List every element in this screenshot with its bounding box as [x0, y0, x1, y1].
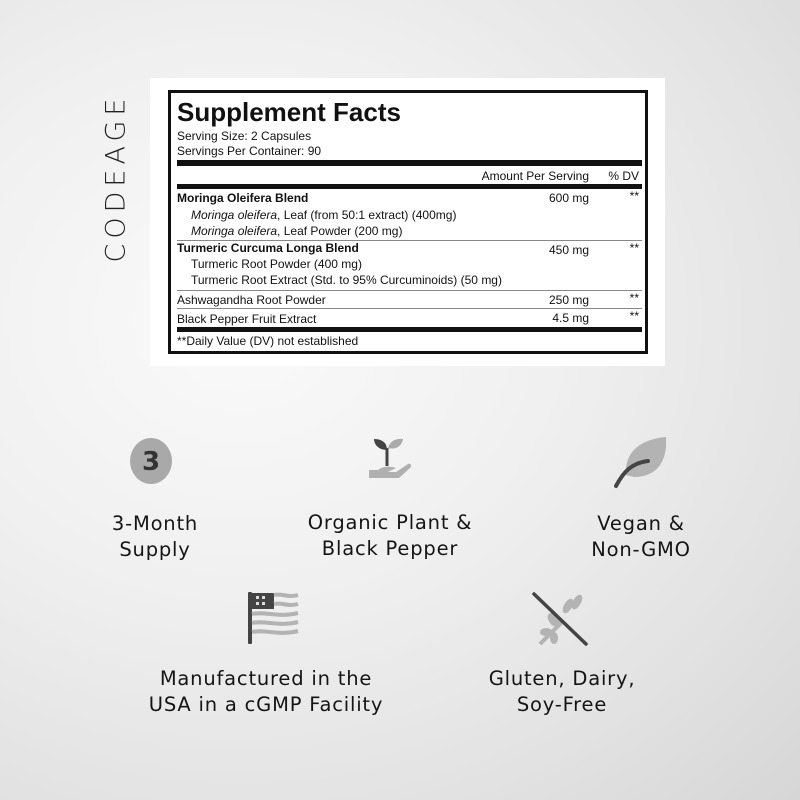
- feature-3-month-supply: 3-Month Supply: [111, 512, 199, 561]
- brand-logo: CODEAGE: [100, 93, 132, 263]
- feature-organic-plant: Organic Plant & Black Pepper: [307, 511, 473, 560]
- col-amount-header: Amount Per Serving: [481, 169, 589, 183]
- sub-ingredient: Moringa oleifera, Leaf Powder (200 mg): [191, 224, 403, 238]
- ingredient-name: Turmeric Curcuma Longa Blend: [177, 241, 359, 255]
- ingredient-name: Black Pepper Fruit Extract: [177, 312, 317, 326]
- ingredient-dv: **: [629, 291, 639, 305]
- ingredient-amount: 450 mg: [548, 243, 589, 257]
- plant-in-hand-icon: [368, 436, 414, 482]
- divider: [177, 308, 642, 309]
- facts-title: Supplement Facts: [177, 97, 401, 127]
- ingredient-name: Moringa Oleifera Blend: [177, 191, 309, 205]
- ingredient-amount: 4.5 mg: [552, 311, 589, 325]
- leaf-icon: [610, 433, 666, 489]
- three-circle-icon: [128, 436, 174, 486]
- ingredient-amount: 600 mg: [548, 191, 589, 205]
- divider-thick: [177, 184, 642, 189]
- col-dv-header: % DV: [608, 169, 639, 183]
- sub-ingredient: Moringa oleifera, Leaf (from 50:1 extract) (400mg): [191, 208, 457, 222]
- supplement-facts-label: [168, 90, 648, 354]
- divider-thick: [177, 327, 642, 332]
- no-gluten-icon: [532, 592, 592, 648]
- footnote: **Daily Value (DV) not established: [177, 334, 359, 348]
- sub-ingredient: Turmeric Root Powder (400 mg): [191, 257, 362, 271]
- divider-thick: [177, 160, 642, 166]
- usa-flag-icon: [248, 590, 304, 646]
- sub-ingredient: Turmeric Root Extract (Std. to 95% Curcuminoids) (50 mg): [191, 273, 502, 287]
- serving-size: Serving Size: 2 Capsules: [177, 129, 312, 143]
- feature-allergen-free: Gluten, Dairy, Soy-Free: [488, 667, 636, 716]
- feature-made-in-usa: Manufactured in the USA in a cGMP Facility: [148, 667, 384, 716]
- ingredient-dv: **: [629, 241, 639, 255]
- ingredient-dv: **: [629, 309, 639, 323]
- divider: [177, 290, 642, 291]
- ingredient-dv: **: [629, 189, 639, 203]
- feature-vegan-non-gmo: Vegan & Non-GMO: [591, 512, 691, 561]
- ingredient-amount: 250 mg: [548, 293, 589, 307]
- servings-per-container: Servings Per Container: 90: [177, 144, 322, 158]
- svg-text:3: 3: [141, 447, 161, 477]
- ingredient-name: Ashwagandha Root Powder: [177, 293, 326, 307]
